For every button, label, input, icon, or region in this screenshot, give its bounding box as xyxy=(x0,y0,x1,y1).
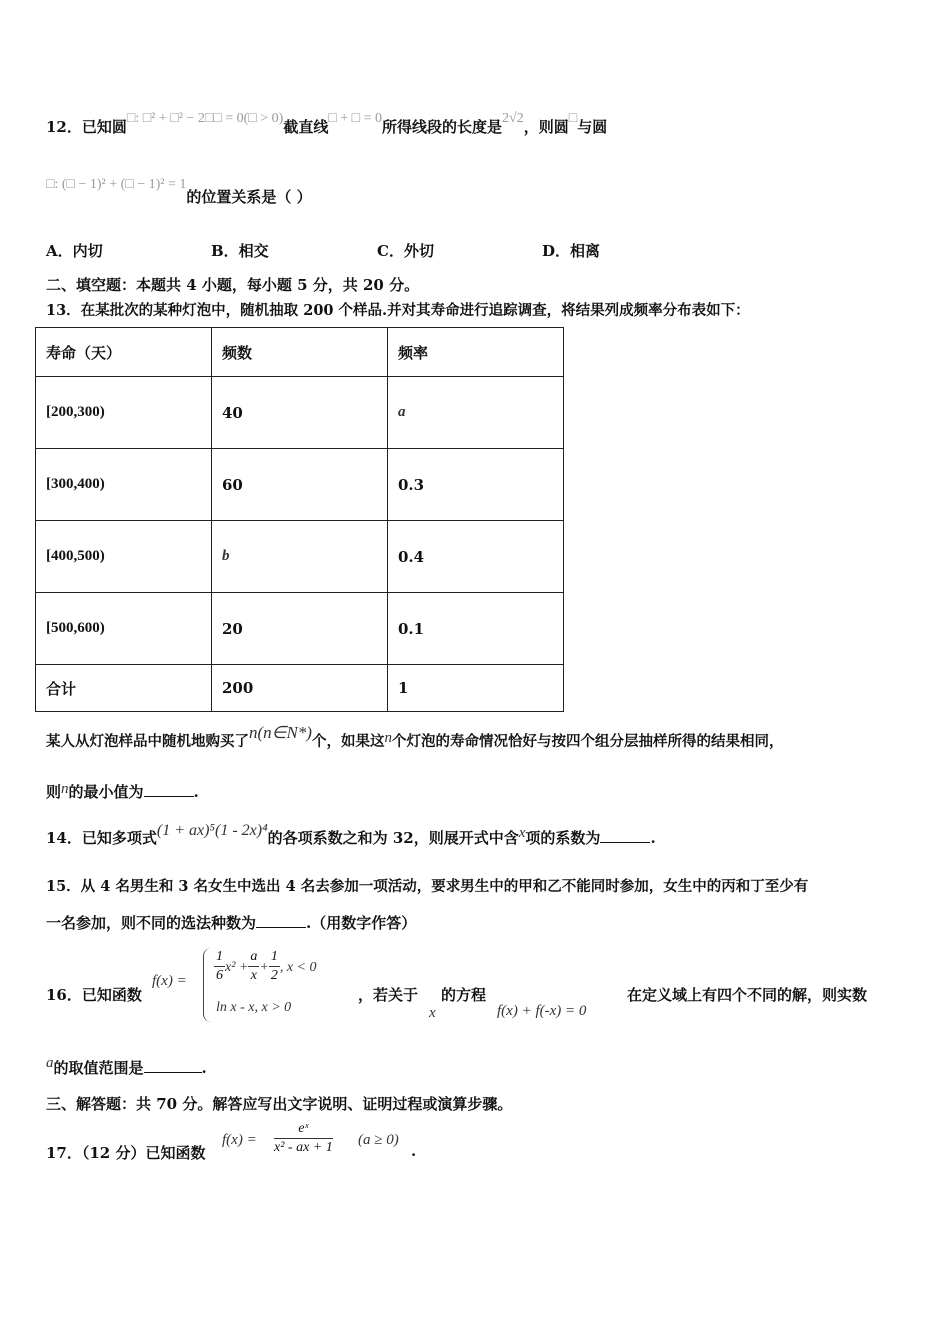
q12-line2 xyxy=(46,177,312,206)
q16-plus: + xyxy=(259,960,269,975)
q15-line2 xyxy=(46,912,416,933)
table-cell-freq: a xyxy=(388,377,564,449)
frac-num: 1 xyxy=(214,948,225,967)
q13-after2b: 的最小值为 xyxy=(68,783,144,801)
q15-line2a: 一名参加，则不同的选法种数为 xyxy=(46,914,257,932)
table-row xyxy=(36,521,564,593)
q17-fraction xyxy=(274,1120,333,1157)
table-header-cell: 频数 xyxy=(212,328,388,377)
q13-after-line2 xyxy=(46,781,199,802)
q14-mid: 的各项系数之和为 32，则展开式中含 xyxy=(267,829,519,847)
table-cell-interval: [300,400) xyxy=(36,449,212,521)
table-row xyxy=(36,593,564,665)
answer-blank[interactable] xyxy=(144,782,194,797)
table-cell-freq: 0.4 xyxy=(388,521,564,593)
q13-after1a: 某人从灯泡样品中随机地购买了 xyxy=(46,733,249,750)
table-cell-interval: [400,500) xyxy=(36,521,212,593)
frac-den: 2 xyxy=(270,968,278,983)
q13-after1b: 个，如果这 xyxy=(311,733,385,750)
table-cell-total-label: 合计 xyxy=(36,665,212,712)
q17-fx: f(x) = xyxy=(222,1132,257,1148)
q12-mid1: 截直线 xyxy=(283,118,329,136)
answer-blank[interactable] xyxy=(256,913,306,928)
frequency-table xyxy=(35,327,564,712)
q16-x2: x² + xyxy=(225,960,249,975)
table-cell-interval: [200,300) xyxy=(36,377,212,449)
frac-num: eˣ xyxy=(274,1120,333,1139)
frac-den: 6 xyxy=(216,968,223,983)
section-3-heading: 三、解答题：共 70 分。解答应写出文字说明、证明过程或演算步骤。 xyxy=(46,1095,513,1113)
table-cell-freq: 0.1 xyxy=(388,593,564,665)
q12-circle-n-formula: □: (□ − 1)² + (□ − 1)² = 1 xyxy=(46,177,187,192)
table-row xyxy=(36,449,564,521)
q14-polynomial: (1 + ax)⁵(1 - 2x)⁴ xyxy=(156,822,268,839)
frac-den: x xyxy=(250,968,257,983)
q16-mid2: 的方程 xyxy=(441,986,487,1004)
q12-lead: 12．已知圆 xyxy=(46,118,127,136)
q12-line1: 12．已知圆□: □² + □² − 2□□ = 0(□ > 0)截直线□ + □ = 0所得线段的长度是2√2，则圆□与圆 xyxy=(46,111,608,136)
q16-equation: f(x) + f(-x) = 0 xyxy=(497,1003,587,1019)
q15-line1: 15．从 4 名男生和 3 名女生中选出 4 名去参加一项活动，要求男生中的甲和乙不能同时参加，女生中的丙和丁至少有 xyxy=(46,878,809,895)
q14-tail: 项的系数为 xyxy=(525,829,601,847)
frac-den: x² - ax + 1 xyxy=(274,1140,333,1155)
q12-option-c: C．外切 xyxy=(377,242,434,260)
q16-line2 xyxy=(46,1057,207,1078)
q13-after2a: 则 xyxy=(46,783,62,801)
table-cell-count: 20 xyxy=(212,593,388,665)
q12-mid2: 所得线段的长度是 xyxy=(382,118,503,136)
table-header-row xyxy=(36,328,564,377)
q17-cond: (a ≥ 0) xyxy=(358,1132,399,1148)
q12-line-formula: □ + □ = 0 xyxy=(328,111,383,126)
answer-blank[interactable] xyxy=(600,828,650,843)
q16-lead: 16．已知函数 xyxy=(46,986,142,1004)
q14-lead: 14．已知多项式 xyxy=(46,829,157,847)
q13-after-line1 xyxy=(46,723,784,751)
q17-lead: 17．（12 分）已知函数 xyxy=(46,1144,206,1162)
q13-after1c: 个灯泡的寿命情况恰好与按四个组分层抽样所得的结果相同， xyxy=(391,733,784,750)
q12-option-d: D．相离 xyxy=(542,242,601,260)
q12-mid4: 与圆 xyxy=(577,118,608,136)
q16-period: . xyxy=(201,1059,207,1077)
q13-n-formula: n(n∈N*) xyxy=(249,723,312,742)
frac-num: a xyxy=(248,948,259,967)
q16-fx: f(x) = xyxy=(152,973,187,989)
q13-n-symbol: n xyxy=(384,730,392,746)
q16-mid1: ，若关于 xyxy=(358,986,419,1004)
section-2-heading: 二、填空题：本题共 4 小题，每小题 5 分，共 20 分。 xyxy=(46,276,420,294)
q17-period: . xyxy=(411,1142,417,1160)
table-cell-total-freq: 1 xyxy=(388,665,564,712)
q14-line xyxy=(46,822,656,848)
q16-tail: 在定义域上有四个不同的解，则实数 xyxy=(627,986,868,1004)
table-header-cell: 频率 xyxy=(388,328,564,377)
q12-option-a: A．内切 xyxy=(46,242,103,260)
q16-piece1 xyxy=(214,948,316,985)
frac-num: 1 xyxy=(269,948,280,967)
q12-circle-m-formula: □: □² + □² − 2□□ = 0(□ > 0) xyxy=(126,111,284,126)
q14-x-symbol: x xyxy=(518,825,526,841)
q16-cond1: , x < 0 xyxy=(279,960,317,975)
q15-line2b: .（用数字作答） xyxy=(306,914,417,932)
piecewise-brace xyxy=(203,948,214,1022)
table-cell-total-count: 200 xyxy=(212,665,388,712)
table-cell-count: b xyxy=(212,521,388,593)
q12-option-b: B．相交 xyxy=(211,242,269,260)
q16-x-symbol: x xyxy=(429,1005,436,1021)
table-cell-interval: [500,600) xyxy=(36,593,212,665)
q12-tail: 的位置关系是（ ） xyxy=(186,188,312,206)
q13-stem: 13．在某批次的某种灯泡中，随机抽取 200 个样品.并对其寿命进行追踪调查，将结果列成频率分布表如下： xyxy=(46,302,750,319)
q12-mid3: ，则圆 xyxy=(523,118,569,136)
table-total-row xyxy=(36,665,564,712)
q16-a-symbol: a xyxy=(46,1055,54,1071)
q16-piece2: ln x - x, x > 0 xyxy=(216,1000,292,1015)
q12-length-formula: 2√2 xyxy=(502,111,524,126)
q13-period: . xyxy=(193,783,199,801)
table-cell-count: 40 xyxy=(212,377,388,449)
table-cell-count: 60 xyxy=(212,449,388,521)
table-header-cell: 寿命（天） xyxy=(36,328,212,377)
answer-blank[interactable] xyxy=(144,1058,202,1073)
table-cell-freq: 0.3 xyxy=(388,449,564,521)
table-row xyxy=(36,377,564,449)
q16-line2b: 的取值范围是 xyxy=(53,1059,144,1077)
q13-n-symbol: n xyxy=(61,781,69,797)
q14-period: . xyxy=(650,829,656,847)
